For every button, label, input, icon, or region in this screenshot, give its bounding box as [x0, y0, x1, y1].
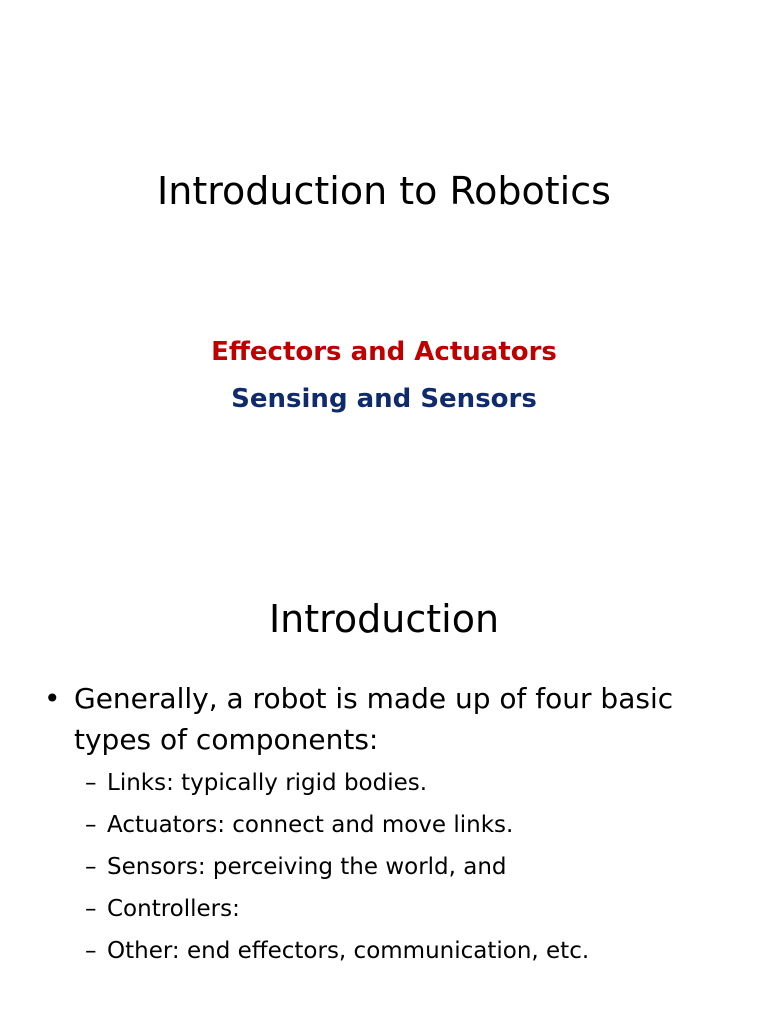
sub-bullet-text: Other: end effectors, communication, etc.	[107, 938, 590, 964]
sub-bullet-links	[85, 762, 735, 804]
dash-icon: –	[85, 770, 97, 796]
slide-introduction	[0, 512, 768, 1024]
sub-bullet-text: Controllers:	[107, 896, 240, 922]
main-bullet	[44, 678, 734, 760]
dash-icon: –	[85, 938, 97, 964]
subtitle-sensing-sensors: Sensing and Sensors	[231, 384, 537, 414]
sub-bullet-actuators	[85, 804, 735, 846]
sub-bullet-controllers	[85, 888, 735, 930]
dash-icon: –	[85, 896, 97, 922]
sub-bullet-text: Actuators: connect and move links.	[107, 812, 514, 838]
sub-bullet-text: Sensors: perceiving the world, and	[107, 854, 507, 880]
dash-icon: –	[85, 812, 97, 838]
main-bullet-text: Generally, a robot is made up of four basic types of components:	[74, 682, 674, 756]
sub-bullet-list	[85, 762, 735, 972]
sub-bullet-sensors	[85, 846, 735, 888]
introduction-heading: Introduction	[268, 597, 500, 641]
slide-title-heading: Introduction to Robotics	[157, 169, 611, 213]
bullet-dot-icon: •	[44, 682, 61, 715]
dash-icon: –	[85, 854, 97, 880]
subtitle-effectors-actuators: Effectors and Actuators	[211, 337, 557, 367]
sub-bullet-other	[85, 930, 735, 972]
sub-bullet-text: Links: typically rigid bodies.	[107, 770, 428, 796]
